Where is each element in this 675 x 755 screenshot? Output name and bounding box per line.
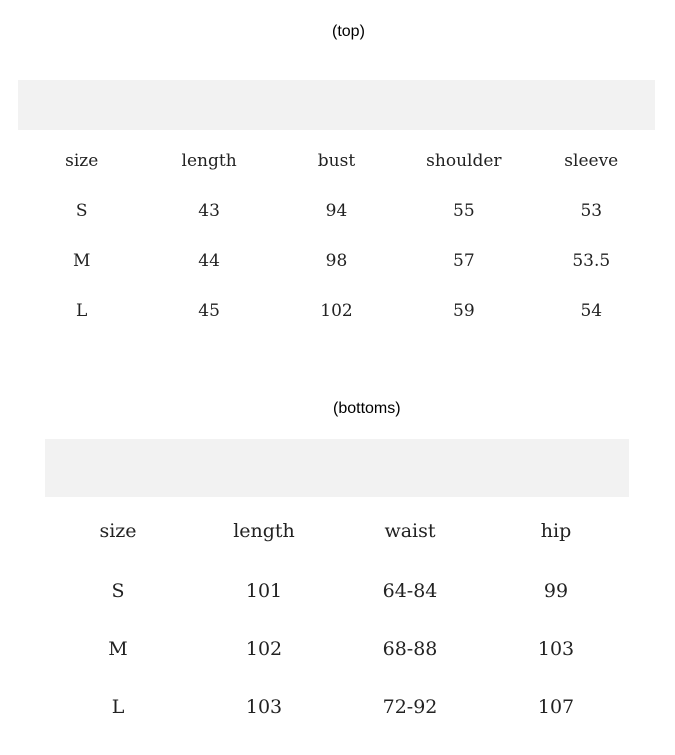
table-cell: 98: [325, 251, 348, 271]
table-cell: 59: [453, 301, 475, 321]
table-cell: 107: [537, 696, 575, 718]
header-cell-sleeve: sleeve: [564, 151, 619, 171]
header-cell-size: size: [65, 151, 99, 171]
table-cell: L: [76, 301, 88, 321]
table-cell: S: [75, 201, 88, 221]
bottoms-table-caption: (bottoms): [333, 400, 401, 417]
top-size-table: [18, 136, 655, 336]
table-row: [18, 236, 655, 286]
table-cell: 43: [198, 201, 220, 221]
table-cell: S: [111, 580, 125, 602]
header-cell-waist: waist: [384, 520, 436, 542]
header-cell-size: size: [99, 520, 137, 542]
top-table-banner: [18, 80, 655, 130]
header-cell-shoulder: shoulder: [426, 151, 502, 171]
table-cell: 99: [543, 580, 569, 602]
table-cell: 68-88: [382, 638, 438, 660]
table-cell: 101: [245, 580, 283, 602]
table-cell: 54: [580, 301, 603, 321]
top-table-caption: (top): [332, 23, 365, 40]
header-cell-length: length: [181, 151, 237, 171]
table-header-row: [45, 500, 629, 562]
table-row: [18, 286, 655, 336]
table-cell: L: [111, 696, 125, 718]
table-cell: 94: [325, 201, 348, 221]
table-cell: 45: [198, 301, 220, 321]
table-cell: 53: [580, 201, 603, 221]
table-cell: 57: [453, 251, 475, 271]
table-cell: 72-92: [382, 696, 438, 718]
header-cell-length: length: [233, 520, 295, 542]
bottoms-size-table: [45, 500, 629, 736]
table-row: [45, 620, 629, 678]
table-cell: 102: [320, 301, 353, 321]
table-cell: 103: [537, 638, 575, 660]
table-row: [45, 562, 629, 620]
header-cell-hip: hip: [540, 520, 572, 542]
table-row: [18, 186, 655, 236]
table-cell: M: [72, 251, 91, 271]
table-cell: 44: [198, 251, 220, 271]
table-cell: M: [108, 638, 128, 660]
table-cell: 102: [245, 638, 283, 660]
bottoms-table-banner: [45, 439, 629, 497]
table-cell: 103: [245, 696, 283, 718]
table-cell: 53.5: [572, 251, 611, 271]
table-row: [45, 678, 629, 736]
table-header-row: [18, 136, 655, 186]
table-cell: 64-84: [382, 580, 438, 602]
table-cell: 55: [453, 201, 475, 221]
header-cell-bust: bust: [317, 151, 356, 171]
